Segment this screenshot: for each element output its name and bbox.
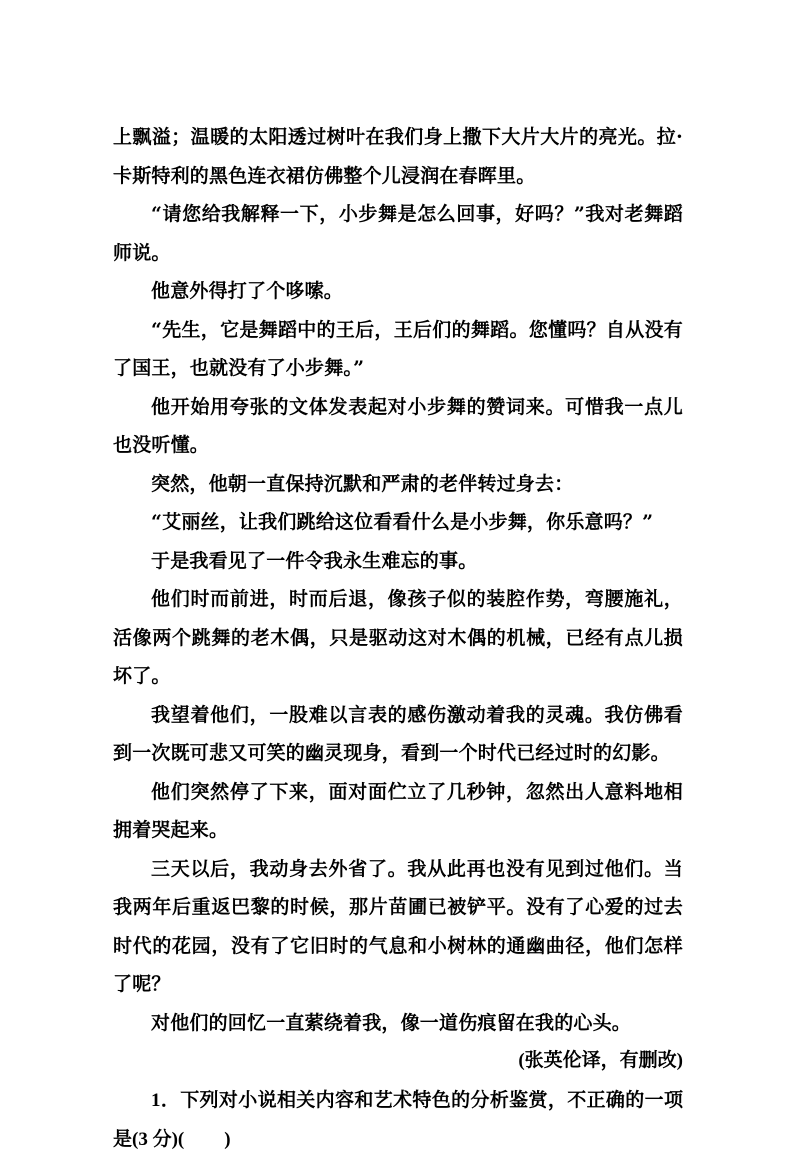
- paragraph-continuation: 上飘溢；温暖的太阳透过树叶在我们身上撒下大片大片的亮光。拉·卡斯特利的黑色连衣裙仿佛整个儿浸润在春晖里。: [113, 126, 683, 187]
- paragraph-memory: 对他们的回忆一直萦绕着我，像一道伤痕留在我的心头。: [151, 1011, 632, 1034]
- paragraph-praise: 他开始用夸张的文体发表起对小步舞的赞词来。可惜我一点儿也没听懂。: [113, 395, 683, 456]
- question-1: [113, 1081, 683, 1160]
- paragraph-ghost: 我望着他们，一股难以言表的感伤激动着我的灵魂。我仿佛看到一次既可悲又可笑的幽灵现身，看到一个时代已经过时的幻影。: [113, 703, 683, 764]
- attribution: (张英伦译，有删改): [518, 1050, 683, 1071]
- question-number: 1．: [151, 1089, 181, 1111]
- paragraph-shiver: 他意外得打了个哆嗦。: [151, 280, 344, 302]
- question-text: 下列对小说相关内容和艺术特色的分析鉴赏，不正确的一项是: [113, 1088, 683, 1150]
- paragraph-queen-of-dances: “先生，它是舞蹈中的王后，王后们的舞蹈。您懂吗？自从没有了国王，也就没有了小步舞。”: [113, 318, 683, 379]
- paragraph-embrace: 他们突然停了下来，面对面伫立了几秒钟，忽然出人意料地相拥着哭起来。: [113, 780, 683, 841]
- paragraph-puppets: 他们时而前进，时而后退，像孩子似的装腔作势，弯腰施礼，活像两个跳舞的老木偶，只是驱动这对木偶的机械，已经有点儿损坏了。: [113, 588, 683, 687]
- paragraph-invitation: “艾丽丝，让我们跳给这位看看什么是小步舞，你乐意吗？”: [151, 511, 654, 533]
- question-score: (3 分)(: [132, 1129, 185, 1150]
- document-body: [113, 118, 683, 1160]
- paragraph-turn: 突然，他朝一直保持沉默和严肃的老伴转过身去：: [151, 472, 574, 495]
- paragraph-unforgettable: 于是我看见了一件令我永生难忘的事。: [151, 549, 478, 572]
- question-close-paren: ): [224, 1129, 231, 1150]
- paragraph-dialogue-request: “请您给我解释一下，小步舞是怎么回事，好吗？”我对老舞蹈师说。: [113, 203, 683, 264]
- paragraph-three-days-later: 三天以后，我动身去外省了。我从此再也没有见到过他们。当我两年后重返巴黎的时候，那片苗圃已被铲平。没有了心爱的过去时代的花园，没有了它旧时的气息和小树林的通幽曲径，他们怎样了呢？: [113, 857, 683, 995]
